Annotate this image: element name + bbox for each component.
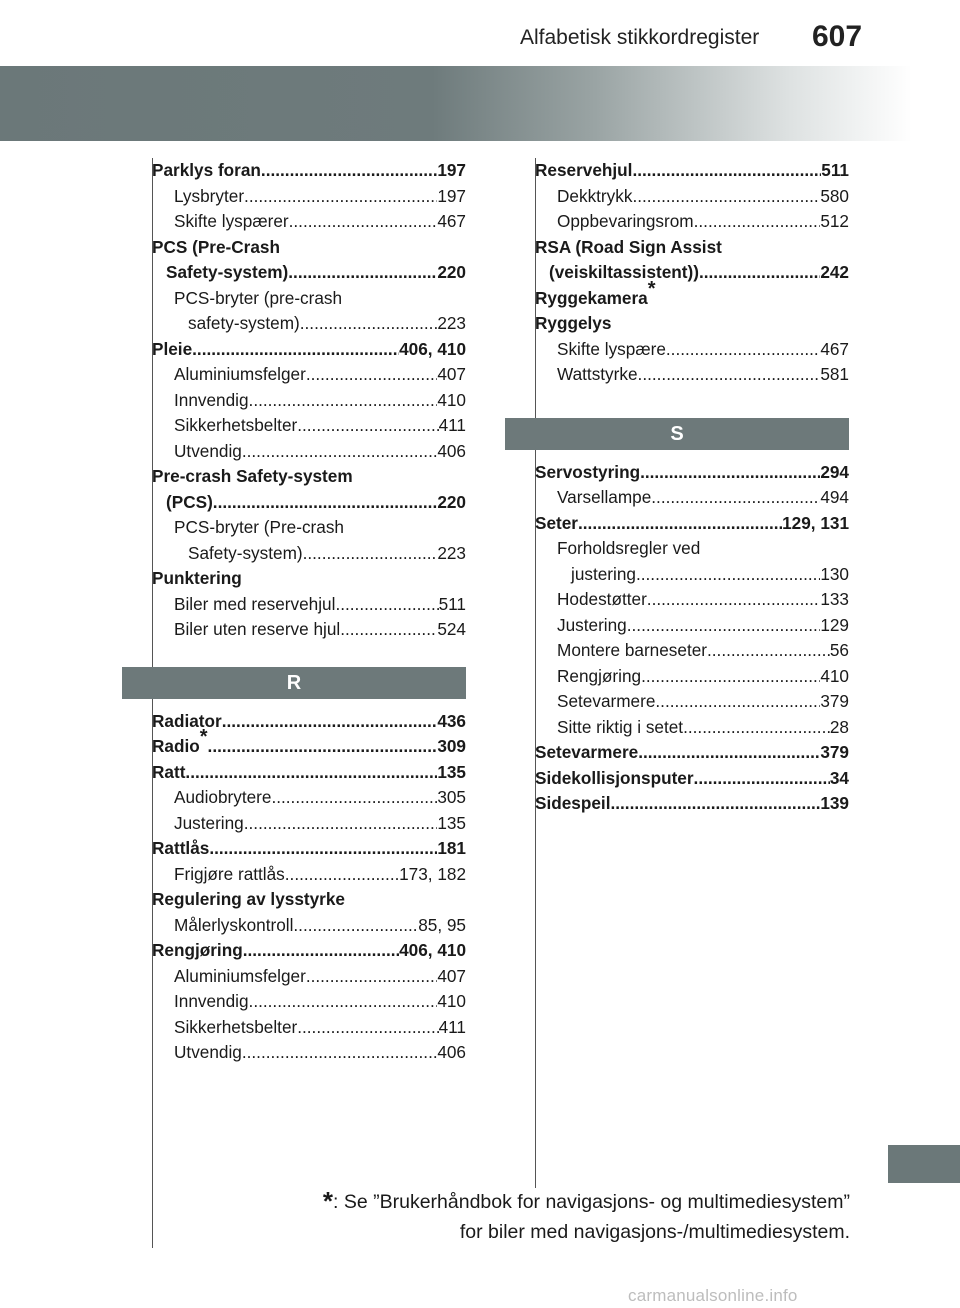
index-entry-label: Sidekollisjonsputer	[535, 767, 694, 788]
index-entry-label: Utvendig	[174, 1042, 242, 1062]
index-entry	[535, 235, 849, 261]
index-entry	[152, 938, 466, 964]
index-entry	[152, 439, 466, 465]
index-entry-page: 410	[820, 665, 849, 686]
index-entry	[152, 785, 466, 811]
index-entry	[535, 536, 849, 562]
index-entry-label: Ryggekamera*	[535, 277, 656, 308]
index-entry-label: Aluminiumsfelger	[174, 965, 306, 986]
leader-dots	[641, 664, 820, 690]
index-entry-label: justering	[571, 563, 636, 584]
index-entry-label: Sikkerhetsbelter	[174, 1016, 298, 1037]
leader-dots	[651, 485, 820, 511]
index-entry-page: 135	[437, 812, 466, 833]
index-entry-label: Pre-crash Safety-system	[152, 466, 353, 486]
index-entry-page: 406	[437, 1042, 466, 1062]
index-entry-page: 511	[821, 160, 849, 180]
index-entry	[152, 887, 466, 913]
index-entry	[152, 726, 466, 760]
index-entry	[152, 617, 466, 643]
index-entry-label: Lysbryter	[174, 185, 245, 206]
index-entry	[152, 286, 466, 312]
index-entry	[535, 311, 849, 337]
index-column-left	[152, 158, 466, 1066]
index-entry-label: PCS-bryter (Pre-crash	[174, 517, 344, 537]
index-entry	[535, 485, 849, 511]
leader-dots	[288, 260, 437, 286]
index-entry-label: Ryggelys	[535, 313, 612, 333]
leader-dots	[185, 760, 437, 786]
index-entry-page: 242	[820, 262, 849, 282]
index-entry-page: 173, 182	[399, 863, 466, 884]
index-entry-label: Justering	[174, 812, 244, 833]
index-entry	[152, 592, 466, 618]
index-entry	[152, 337, 466, 363]
index-entry-label: PCS (Pre-Crash	[152, 236, 280, 257]
section-header-s: S	[505, 418, 849, 450]
index-entry	[535, 664, 849, 690]
index-group-r-continued	[535, 158, 849, 388]
index-entry-page: 197	[437, 185, 466, 206]
leader-dots	[271, 785, 437, 811]
index-entry-label: Radiator	[152, 710, 222, 731]
index-entry-label: Setevarmere	[557, 691, 656, 711]
leader-dots	[297, 413, 438, 439]
index-entry	[152, 490, 466, 516]
index-entry	[152, 862, 466, 888]
index-entry-label: Sitte riktig i setet	[557, 716, 684, 737]
index-entry-label: RSA (Road Sign Assist	[535, 236, 722, 257]
index-entry-page: 56	[829, 640, 849, 660]
leader-dots	[242, 439, 437, 465]
index-entry-page: 223	[437, 313, 466, 333]
index-entry-page: 406, 410	[399, 338, 466, 359]
index-entry-page: 512	[820, 211, 849, 231]
index-entry-label: Setevarmere	[535, 742, 639, 762]
index-entry-page: 135	[437, 761, 466, 782]
index-entry-page: 85, 95	[418, 914, 466, 935]
index-entry	[152, 413, 466, 439]
index-entry	[152, 235, 466, 261]
index-entry-label: (PCS)	[166, 491, 213, 512]
index-entry-page: 223	[437, 542, 466, 563]
index-entry	[152, 541, 466, 567]
index-entry-label: Rattlås	[152, 838, 210, 858]
leader-dots	[578, 511, 782, 537]
leader-dots	[300, 311, 438, 337]
index-entry-page: 494	[820, 487, 849, 507]
leader-dots	[261, 158, 437, 184]
index-entry	[535, 511, 849, 537]
leader-dots	[632, 158, 821, 184]
leader-dots	[289, 209, 438, 235]
index-entry-page: 133	[820, 589, 849, 609]
index-entry-page: 197	[437, 160, 466, 180]
index-entry-page: 580	[820, 185, 849, 206]
index-entry-page: 129, 131	[782, 512, 849, 533]
index-entry-page: 28	[829, 716, 849, 737]
index-entry-label: Regulering av lysstyrke	[152, 889, 345, 909]
index-entry	[152, 362, 466, 388]
index-entry	[535, 766, 849, 792]
index-entry-label: Målerlyskontroll	[174, 914, 294, 935]
chapter-side-tab	[888, 1145, 960, 1183]
index-entry-page: 407	[437, 364, 466, 384]
leader-dots	[335, 592, 438, 618]
leader-dots	[694, 209, 821, 235]
leader-dots	[208, 734, 438, 760]
index-entry-label: safety-system)	[188, 313, 300, 333]
leader-dots	[636, 562, 820, 588]
index-entry-label: Skifte lyspærer	[174, 211, 289, 231]
index-entry	[535, 587, 849, 613]
index-entry-page: 524	[437, 619, 466, 639]
leader-dots	[244, 811, 438, 837]
index-entry-page: 139	[820, 793, 849, 813]
index-entry	[535, 209, 849, 235]
leader-dots	[285, 862, 399, 888]
footnote-line-2: for biler med navigasjons-/multimediesystem.	[459, 1221, 850, 1243]
index-entry-page: 220	[437, 262, 466, 282]
index-entry-label: Parklys foran	[152, 160, 261, 180]
index-entry	[535, 362, 849, 388]
index-entry	[152, 311, 466, 337]
leader-dots	[632, 184, 820, 210]
index-entry-label: Forholdsregler ved	[557, 538, 701, 558]
index-entry-page: 410	[437, 991, 466, 1011]
leader-dots	[306, 362, 437, 388]
index-entry	[152, 811, 466, 837]
leader-dots	[699, 260, 820, 286]
header-title: Alfabetisk stikkordregister	[520, 26, 760, 49]
index-column-right	[535, 158, 849, 817]
index-entry	[152, 836, 466, 862]
index-entry-label: (veiskiltassistent))	[549, 262, 699, 282]
index-entry-label: Wattstyrke	[557, 364, 638, 384]
index-entry-label: Biler med reservehjul	[174, 593, 336, 614]
index-entry	[152, 464, 466, 490]
leader-dots	[610, 791, 820, 817]
index-entry-page: 511	[438, 593, 466, 614]
footnote-marker: *	[199, 726, 208, 749]
index-entry	[152, 964, 466, 990]
index-entry-page: 410	[437, 389, 466, 410]
leader-dots	[192, 337, 399, 363]
index-entry-label: Rengjøring	[557, 665, 642, 686]
index-entry-label: Innvendig	[174, 991, 249, 1011]
index-entry-label: Reservehjul	[535, 160, 633, 180]
leader-dots	[340, 617, 437, 643]
index-entry-label: Montere barneseter	[557, 640, 707, 660]
index-entry-label: Safety-system)	[188, 542, 303, 563]
index-entry	[152, 989, 466, 1015]
index-entry	[152, 388, 466, 414]
footnote	[270, 1186, 850, 1247]
index-entry-label: Aluminiumsfelger	[174, 364, 306, 384]
leader-dots	[306, 964, 437, 990]
index-entry-page: 305	[437, 787, 466, 807]
leader-dots	[209, 836, 437, 862]
index-entry-page: 407	[437, 965, 466, 986]
index-entry	[535, 715, 849, 741]
index-entry-page: 581	[820, 364, 849, 384]
index-entry	[152, 158, 466, 184]
index-entry-page: 436	[437, 710, 466, 731]
index-entry-page: 379	[820, 742, 849, 762]
index-entry	[535, 184, 849, 210]
index-entry-label: Sikkerhetsbelter	[174, 415, 298, 435]
index-entry-page: 220	[437, 491, 466, 512]
index-entry-page: 181	[437, 838, 466, 858]
index-entry	[152, 515, 466, 541]
leader-dots	[638, 740, 820, 766]
index-entry-label: Oppbevaringsrom	[557, 211, 694, 231]
index-entry-label: Dekktrykk	[557, 185, 633, 206]
index-entry-page: 411	[438, 1016, 466, 1037]
leader-dots	[655, 689, 820, 715]
index-entry-label: Frigjøre rattlås	[174, 863, 285, 884]
index-entry	[535, 791, 849, 817]
leader-dots	[249, 388, 438, 414]
index-entry-label: Seter	[535, 512, 578, 533]
index-entry-label: Servostyring	[535, 461, 641, 482]
index-entry	[152, 1040, 466, 1066]
index-entry	[535, 460, 849, 486]
footnote-star: *	[322, 1186, 334, 1216]
index-entry-page: 379	[820, 691, 849, 711]
index-entry	[535, 562, 849, 588]
index-entry	[152, 1015, 466, 1041]
index-entry	[152, 209, 466, 235]
index-entry-label: Justering	[557, 614, 627, 635]
index-entry	[152, 184, 466, 210]
index-entry-page: 34	[829, 767, 849, 788]
index-entry-label: Rengjøring	[152, 940, 243, 960]
index-entry	[535, 337, 849, 363]
index-group-s	[535, 460, 849, 817]
index-entry-label: Utvendig	[174, 440, 242, 461]
leader-dots	[638, 362, 821, 388]
index-entry-label: Skifte lyspære	[557, 338, 666, 359]
index-group-r	[152, 709, 466, 1066]
page-number: 607	[812, 20, 863, 53]
index-entry-page: 129	[820, 614, 849, 635]
footnote-line-1: : Se ”Brukerhåndbok for navigasjons- og multimediesystem”	[333, 1191, 850, 1213]
index-entry	[535, 277, 849, 312]
index-entry-page: 406, 410	[399, 940, 466, 960]
index-entry	[535, 613, 849, 639]
index-entry-label: Varsellampe	[557, 487, 652, 507]
leader-dots	[707, 638, 830, 664]
leader-dots	[297, 1015, 438, 1041]
index-entry	[152, 913, 466, 939]
index-entry-page: 411	[438, 415, 466, 435]
index-entry-page: 467	[437, 211, 466, 231]
leader-dots	[647, 587, 821, 613]
index-entry-label: Ratt	[152, 761, 186, 782]
index-entry-page: 406	[437, 440, 466, 461]
leader-dots	[640, 460, 820, 486]
leader-dots	[213, 490, 438, 516]
leader-dots	[303, 541, 438, 567]
index-entry-page: 294	[820, 461, 849, 482]
index-entry-label: PCS-bryter (pre-crash	[174, 287, 343, 308]
index-entry	[535, 740, 849, 766]
index-entry-label: Hodestøtter	[557, 589, 647, 609]
index-entry-page: 467	[820, 338, 849, 359]
index-entry-label: Sidespeil	[535, 793, 611, 813]
index-entry	[535, 689, 849, 715]
leader-dots	[627, 613, 821, 639]
index-entry	[152, 566, 466, 592]
index-entry-page: 130	[820, 563, 849, 584]
index-entry	[535, 638, 849, 664]
index-entry	[535, 158, 849, 184]
index-entry	[152, 260, 466, 286]
index-group-p	[152, 158, 466, 643]
leader-dots	[694, 766, 830, 792]
leader-dots	[666, 337, 820, 363]
leader-dots	[249, 989, 438, 1015]
leader-dots	[683, 715, 830, 741]
index-entry-label: Innvendig	[174, 389, 249, 410]
index-entry-label: Safety-system)	[166, 262, 289, 282]
watermark: carmanualsonline.info	[628, 1286, 798, 1305]
section-header-r: R	[122, 667, 466, 699]
index-entry	[535, 260, 849, 286]
footnote-marker: *	[647, 277, 656, 300]
index-entry-label: Biler uten reserve hjul	[174, 619, 341, 639]
leader-dots	[222, 709, 438, 735]
index-entry	[152, 760, 466, 786]
index-entry-label: Punktering	[152, 568, 242, 588]
index-entry-label: Radio*	[152, 726, 208, 756]
index-entry-page: 309	[437, 736, 466, 756]
header-band	[0, 66, 960, 141]
leader-dots	[242, 1040, 437, 1066]
leader-dots	[293, 913, 418, 939]
leader-dots	[243, 938, 399, 964]
index-entry-label: Pleie	[152, 338, 193, 359]
index-entry-label: Audiobrytere	[174, 787, 272, 807]
leader-dots	[244, 184, 437, 210]
